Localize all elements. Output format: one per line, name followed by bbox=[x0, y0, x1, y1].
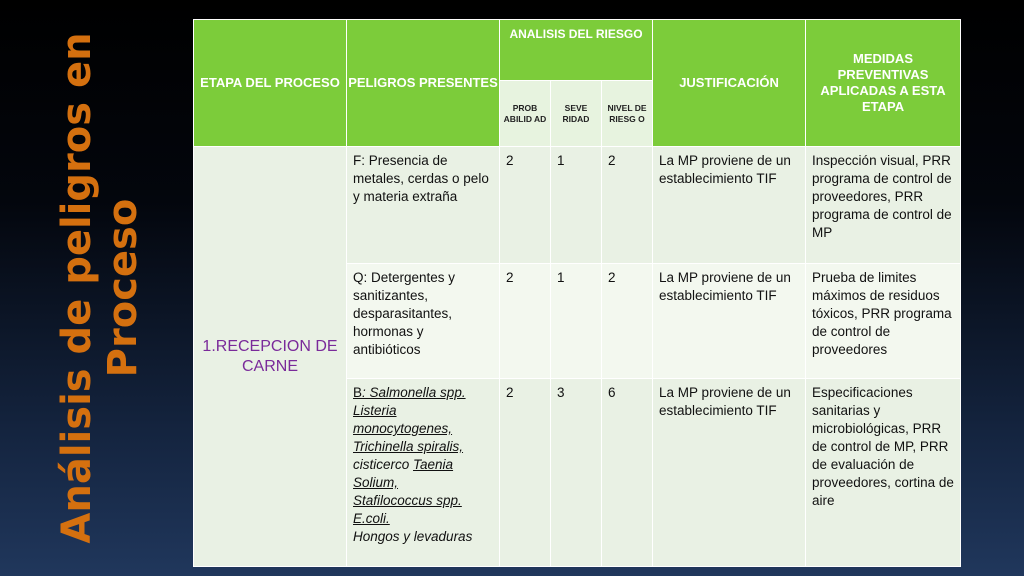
pathogen-taenia: Taenia Solium, bbox=[353, 457, 454, 490]
severity-cell: 1 bbox=[551, 264, 602, 379]
pathogen-cisticerco: cisticerco bbox=[353, 457, 414, 472]
pathogen-ecoli: E.coli. bbox=[353, 511, 390, 526]
hazard-cell-biological bbox=[347, 379, 500, 567]
justification-cell: La MP proviene de un establecimiento TIF bbox=[653, 264, 806, 379]
probability-cell: 2 bbox=[500, 264, 551, 379]
probability-cell: 2 bbox=[500, 379, 551, 567]
pathogen-hongos: Hongos y levaduras bbox=[353, 529, 473, 544]
hazard-type-letter: B bbox=[353, 385, 363, 400]
subheader-severidad: SEVE RIDAD bbox=[551, 81, 602, 147]
subheader-probabilidad: PROB ABILID AD bbox=[500, 81, 551, 147]
header-analisis-riesgo: ANALISIS DEL RIESGO bbox=[500, 20, 653, 81]
pathogen-trichinella: Trichinella spiralis, bbox=[353, 439, 464, 454]
header-etapa: ETAPA DEL PROCESO bbox=[194, 20, 347, 147]
hazard-cell: Q: Detergentes y sanitizantes, desparasitantes, hormonas y antibióticos bbox=[347, 264, 500, 379]
stage-cell: 1.RECEPCION DE CARNE bbox=[194, 147, 347, 567]
pathogen-listeria: Listeria monocytogenes, bbox=[353, 403, 453, 436]
subheader-nivel: NIVEL DE RIESG O bbox=[602, 81, 653, 147]
measures-cell: Prueba de limites máximos de residuos tóxicos, PRR programa de control de proveedores bbox=[806, 264, 961, 379]
table-row bbox=[194, 147, 961, 264]
measures-cell: Inspección visual, PRR programa de control de proveedores, PRR programa de control de MP bbox=[806, 147, 961, 264]
probability-cell: 2 bbox=[500, 147, 551, 264]
justification-cell: La MP proviene de un establecimiento TIF bbox=[653, 379, 806, 567]
severity-cell: 1 bbox=[551, 147, 602, 264]
justification-cell: La MP proviene de un establecimiento TIF bbox=[653, 147, 806, 264]
pathogen-stafilococcus: Stafilococcus spp. bbox=[353, 493, 462, 508]
header-justificacion: JUSTIFICACIÓN bbox=[653, 20, 806, 147]
header-medidas: MEDIDAS PREVENTIVAS APLICADAS A ESTA ETAPA bbox=[806, 20, 961, 147]
risk-level-cell: 2 bbox=[602, 147, 653, 264]
pathogen-salmonella: : Salmonella spp. bbox=[362, 385, 466, 400]
hazard-cell: F: Presencia de metales, cerdas o pelo y materia extraña bbox=[347, 147, 500, 264]
hazard-analysis-table bbox=[193, 19, 961, 567]
risk-level-cell: 2 bbox=[602, 264, 653, 379]
header-peligros: PELIGROS PRESENTES bbox=[347, 20, 500, 147]
severity-cell: 3 bbox=[551, 379, 602, 567]
risk-level-cell: 6 bbox=[602, 379, 653, 567]
measures-cell: Especificaciones sanitarias y microbiológicas, PRR de control de MP, PRR de evaluación de proveedores, cortina de aire bbox=[806, 379, 961, 567]
slide-title: Análisis de peligros en Proceso bbox=[54, 32, 146, 544]
